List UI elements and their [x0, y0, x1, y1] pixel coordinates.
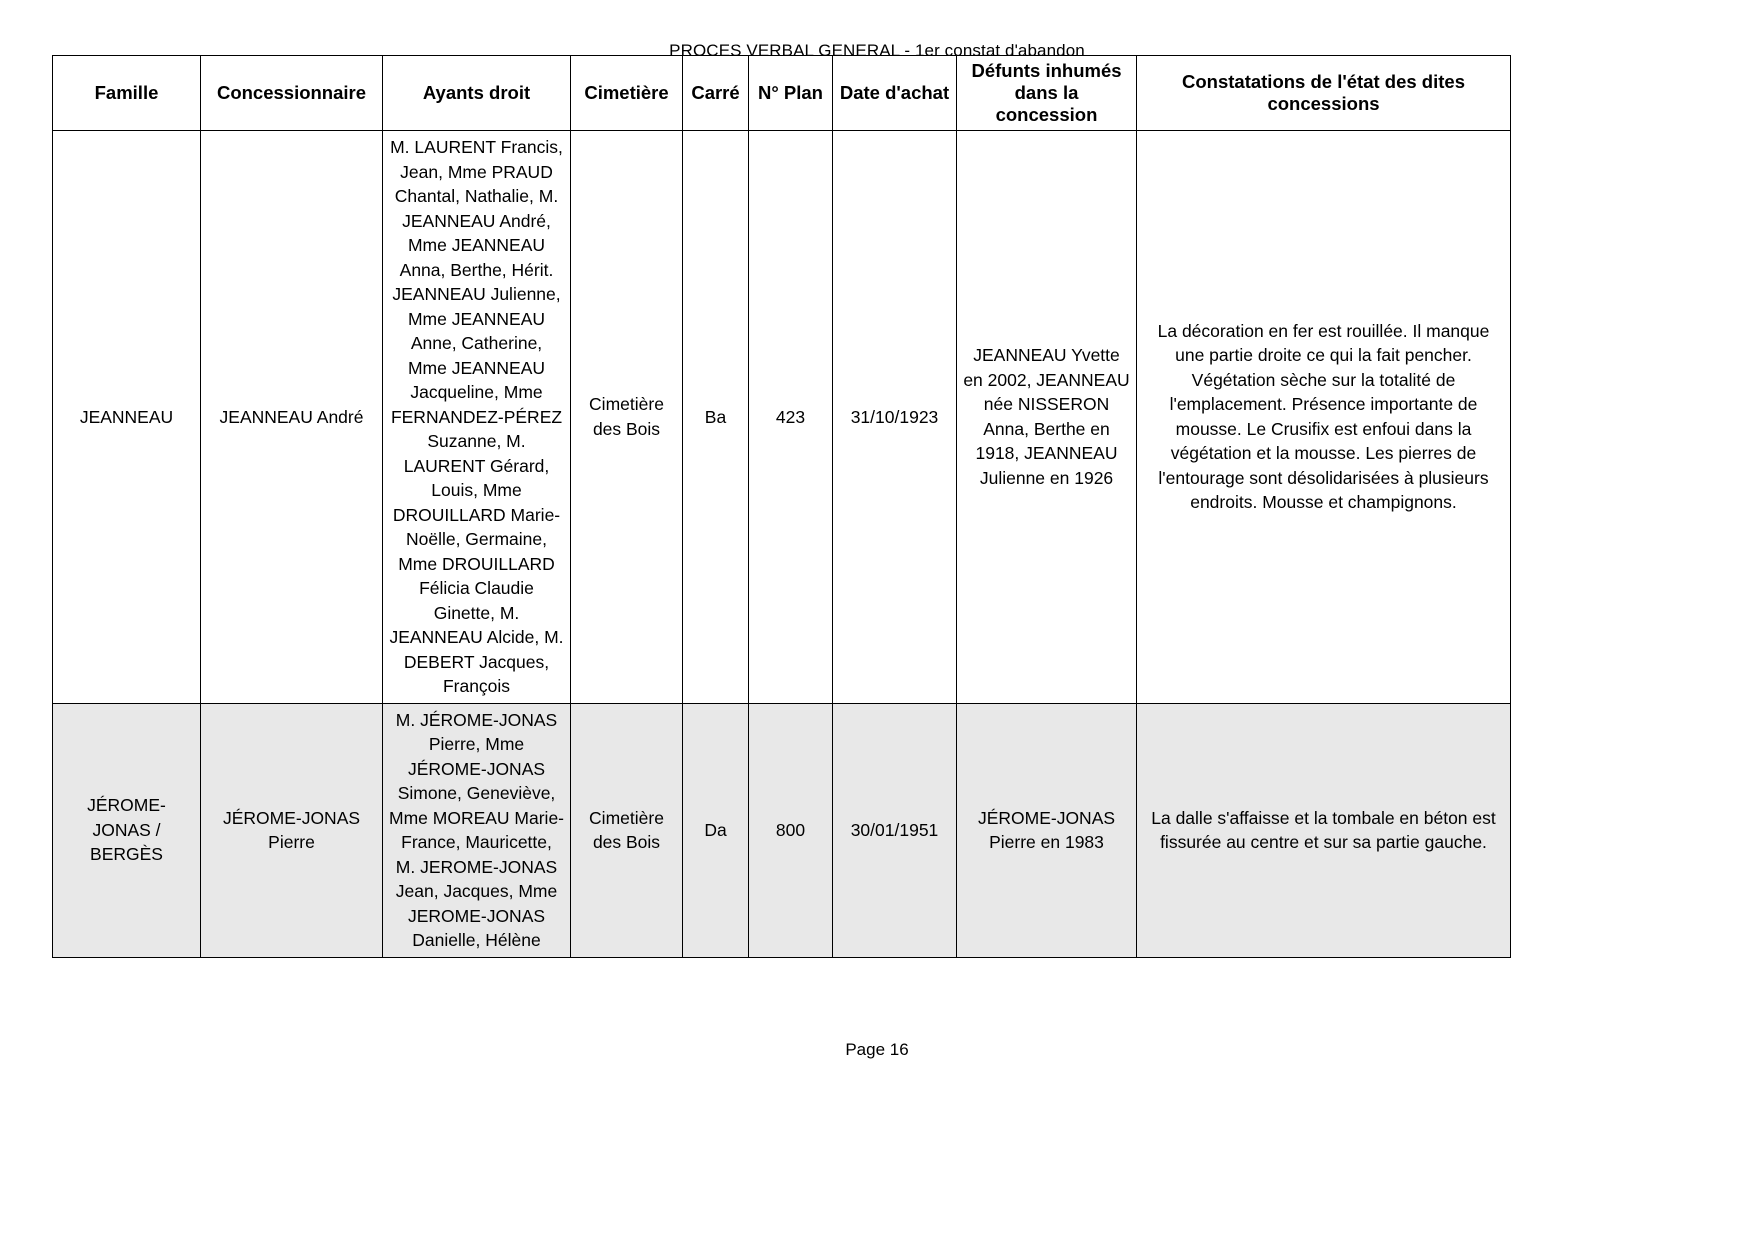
cell-concessionnaire: JÉROME-JONAS Pierre: [201, 703, 383, 957]
table-header: [53, 56, 1511, 131]
column-header-defunts-line1: Défunts inhumés: [971, 60, 1122, 81]
cell-famille: JEANNEAU: [53, 131, 201, 704]
column-header-cimetiere: Cimetière: [571, 56, 683, 131]
cell-ayants-droit: M. JÉROME-JONAS Pierre, Mme JÉROME-JONAS Simone, Geneviève, Mme MOREAU Marie-France, Mauricette, M. JEROME-JONAS Jean, Jacques, Mme JEROME-JONAS Danielle, Hélène: [383, 703, 571, 957]
column-header-famille: Famille: [53, 56, 201, 131]
column-header-date-achat: Date d'achat: [833, 56, 957, 131]
page-footer: Page 16: [845, 1040, 909, 1059]
cell-famille: JÉROME-JONAS / BERGÈS: [53, 703, 201, 957]
cell-defunts: JÉROME-JONAS Pierre en 1983: [957, 703, 1137, 957]
cell-ayants-droit: M. LAURENT Francis, Jean, Mme PRAUD Chantal, Nathalie, M. JEANNEAU André, Mme JEANNEAU Anna, Berthe, Hérit. JEANNEAU Julienne, Mme JEANNEAU Anne, Catherine, Mme JEANNEAU Jacqueline, Mme FERNANDEZ-PÉREZ Suzanne, M. LAURENT Gérard, Louis, Mme DROUILLARD Marie-Noëlle, Germaine, Mme DROUILLARD Félicia Claudie Ginette, M. JEANNEAU Alcide, M. DEBERT Jacques, François: [383, 131, 571, 704]
column-header-defunts-inhumes: [957, 56, 1137, 131]
cell-cimetiere: Cimetière des Bois: [571, 703, 683, 957]
cell-date-achat: 31/10/1923: [833, 131, 957, 704]
cell-no-plan: 423: [749, 131, 833, 704]
concessions-table-container: [52, 55, 1510, 958]
cell-constatations: La décoration en fer est rouillée. Il manque une partie droite ce qui la fait pencher. Végétation sèche sur la totalité de l'emplacement. Présence importante de mousse. Le Crusifix est enfoui dans la végétation et la mousse. Les pierres de l'entourage sont désolidarisées à plusieurs endroits. Mousse et champignons.: [1137, 131, 1511, 704]
cell-defunts: JEANNEAU Yvette en 2002, JEANNEAU née NISSERON Anna, Berthe en 1918, JEANNEAU Julienne en 1926: [957, 131, 1137, 704]
cell-carre: Da: [683, 703, 749, 957]
column-header-constatations: Constatations de l'état des dites concessions: [1137, 56, 1511, 131]
table-row: [53, 703, 1511, 957]
cell-no-plan: 800: [749, 703, 833, 957]
column-header-defunts-line2: dans la concession: [995, 82, 1098, 125]
cell-date-achat: 30/01/1951: [833, 703, 957, 957]
cell-cimetiere: Cimetière des Bois: [571, 131, 683, 704]
table-body: [53, 131, 1511, 958]
column-header-ayants-droit: Ayants droit: [383, 56, 571, 131]
column-header-no-plan: N° Plan: [749, 56, 833, 131]
column-header-concessionnaire: Concessionnaire: [201, 56, 383, 131]
cell-concessionnaire: JEANNEAU André: [201, 131, 383, 704]
cell-carre: Ba: [683, 131, 749, 704]
table-row: [53, 131, 1511, 704]
table-header-row: [53, 56, 1511, 131]
running-header: PROCES VERBAL GENERAL - 1er constat d'abandon: [669, 41, 1085, 60]
concessions-table: [52, 55, 1511, 958]
column-header-carre: Carré: [683, 56, 749, 131]
cell-constatations: La dalle s'affaisse et la tombale en béton est fissurée au centre et sur sa partie gauche.: [1137, 703, 1511, 957]
